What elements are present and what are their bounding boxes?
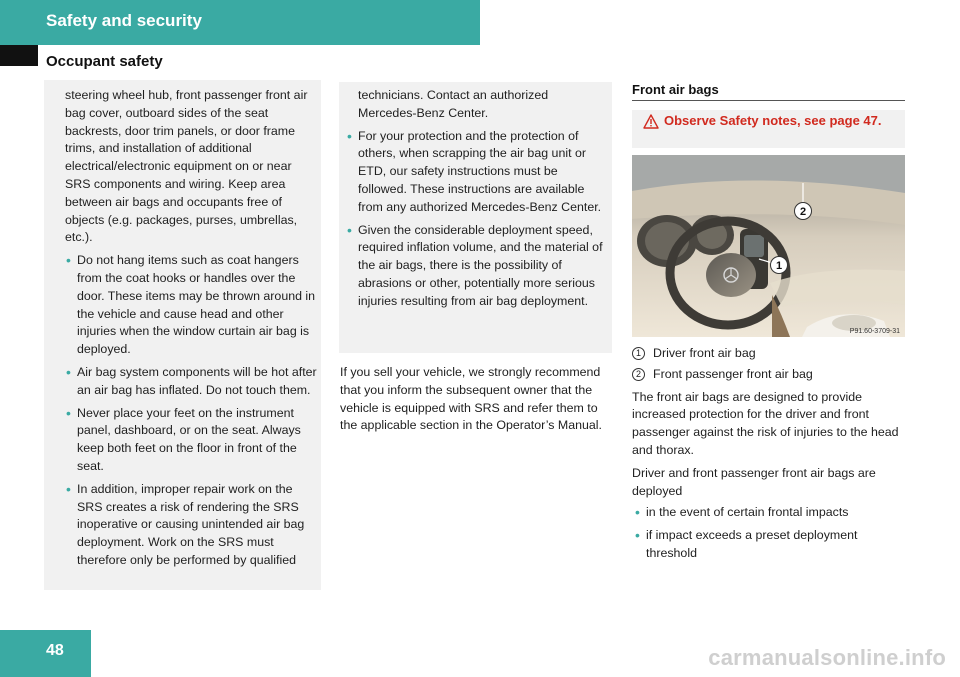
list-item: • Never place your feet on the instrument panel, dashboard, or on the seat. Always keep both feet on the floor in front of the seat. [66, 404, 301, 473]
legend-number: 2 [632, 368, 645, 381]
bullet-icon: • [635, 527, 640, 544]
watermark-text: carmanualsonline.info [708, 645, 946, 670]
legend-item [632, 366, 905, 384]
warning-continued-text: technicians. Contact an authorized Mercedes-Benz Center. [358, 88, 549, 120]
deployment-intro: Driver and front passenger front air bags are deployed [632, 465, 876, 498]
legend-number: 1 [632, 347, 645, 360]
list-item: • if impact exceeds a preset deployment threshold [635, 527, 858, 560]
section-heading: Front air bags [632, 82, 905, 101]
bullet-icon: • [66, 480, 71, 497]
bullet-icon: • [635, 504, 640, 521]
callout-1-label: 1 [775, 260, 783, 272]
warning-box-column-2 [339, 82, 612, 353]
dashboard-airbag-photo [632, 155, 905, 337]
photo-legend [632, 345, 905, 384]
bullet-icon: • [66, 363, 71, 380]
bullet-icon: • [347, 221, 352, 238]
list-item: • Given the considerable deployment speed, required inflation volume, and the material of the air bags, there is the possibility of abrasions or other, potentially more serious injuries resulting from air bag deployment. [347, 221, 603, 308]
airbag-description: The front air bags are designed to provide increased protection for the driver and front passenger against the risk of injuries to the head and thorax. [632, 389, 899, 457]
header-tab-marker [0, 45, 38, 66]
legend-text: Front passenger front air bag [653, 366, 813, 381]
page-number: 48 [46, 642, 64, 659]
list-item: • in the event of certain frontal impacts [635, 504, 849, 521]
front-air-bags-section [632, 82, 905, 563]
list-item: • In addition, improper repair work on the SRS creates a risk of rendering the SRS inoperative or causing unintended air bag deployment. Work on the SRS must therefore only be performed by qualified [66, 480, 305, 567]
dashboard-illustration [632, 155, 905, 337]
list-item: • Air bag system components will be hot after an air bag has inflated. Do not touch them. [66, 363, 317, 397]
list-item: • For your protection and the protection of others, when scrapping the air bag unit or ETD, our safety instructions must be followed. These instructions are available from any authorized Mercedes-Benz Center. [347, 127, 602, 214]
warning-box-column-1 [44, 80, 321, 590]
bullet-icon: • [66, 404, 71, 421]
subsection-title: Occupant safety [46, 53, 163, 70]
warning-intro-text: steering wheel hub, front passenger front air bag cover, outboard sides of the seat backrests, door trim panels, or door frame trims, and installation of additional electrical/electronic equipment on or near SRS components and wiring. Keep area between air bags and occupants free of objects (e.g. packages, purses, umbrellas, etc.). [65, 88, 308, 245]
legend-item [632, 345, 905, 363]
resale-paragraph: If you sell your vehicle, we strongly recommend that you inform the subsequent owner that the vehicle is equipped with SRS and refer them to the applicable section in the Operator’s Manual. [340, 365, 602, 433]
warning-triangle-icon [643, 114, 659, 129]
callout-2-label: 2 [799, 206, 807, 218]
bullet-icon: • [66, 252, 71, 269]
observe-safety-link[interactable]: Observe Safety notes, see page 47. [664, 113, 882, 128]
observe-safety-notice [632, 110, 905, 148]
section-title: Safety and security [46, 11, 202, 30]
photo-code-label: P91.60-3709-31 [849, 328, 900, 335]
legend-text: Driver front air bag [653, 346, 756, 360]
bullet-icon: • [347, 127, 352, 144]
list-item: • Do not hang items such as coat hangers from the coat hooks or handles over the door. These items may be thrown around in the vehicle and cause head and other injuries when the window curtain air bag is deployed. [66, 252, 316, 357]
